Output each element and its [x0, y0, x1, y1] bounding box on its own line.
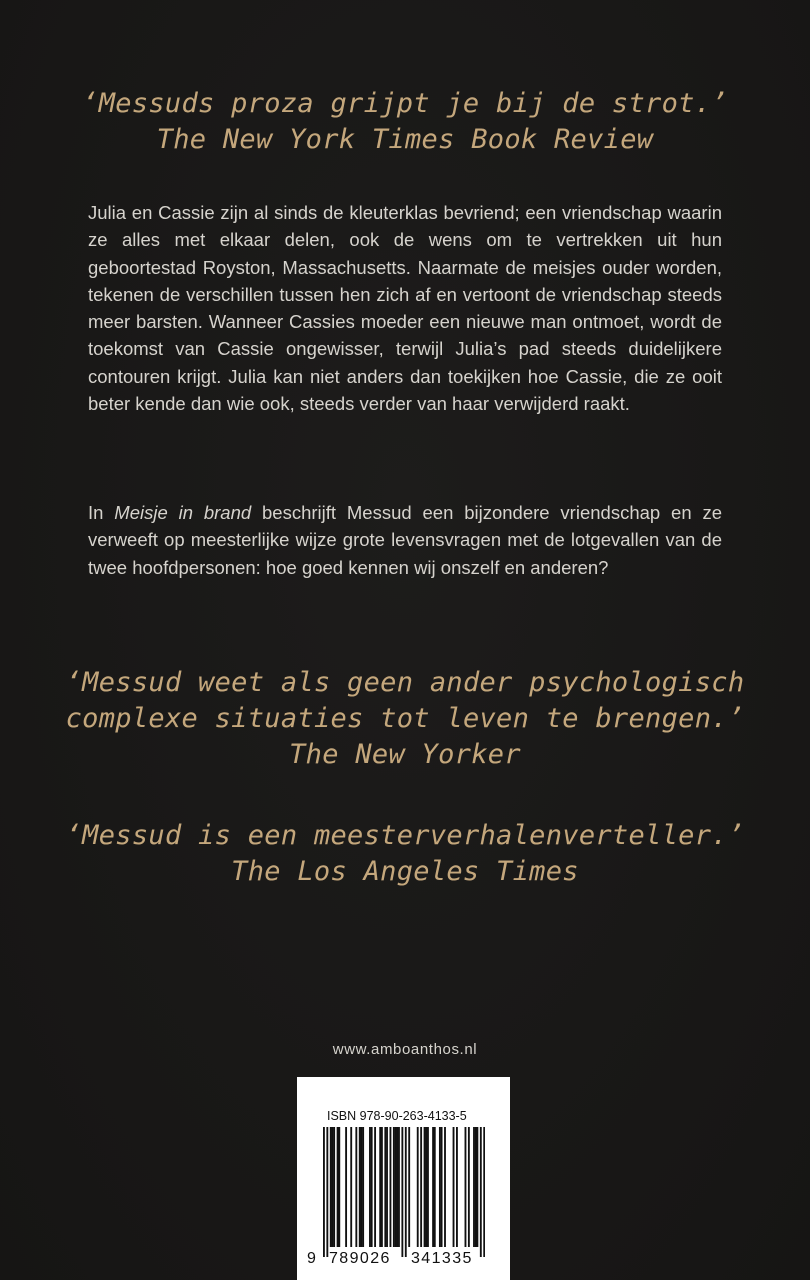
barcode-bar — [439, 1127, 441, 1247]
quote-source: The New York Times Book Review — [156, 124, 654, 155]
barcode-bar — [369, 1127, 371, 1247]
barcode-bar — [475, 1127, 477, 1247]
barcode-bar — [386, 1127, 388, 1247]
barcode-bar — [483, 1127, 485, 1257]
barcode-bar — [425, 1127, 427, 1247]
isbn-barcode — [297, 1077, 510, 1280]
barcode-bar — [350, 1127, 352, 1247]
barcode-bar — [476, 1127, 478, 1247]
quote-text-line-1: ‘Messud weet als geen ander psychologisch — [65, 667, 745, 698]
barcode-bar — [473, 1127, 475, 1247]
barcode-digit-first: 9 — [307, 1250, 318, 1267]
barcode-digits — [307, 1250, 507, 1268]
barcode-bar — [384, 1127, 386, 1247]
barcode-bars — [323, 1127, 485, 1257]
paragraph-prefix: In — [88, 502, 115, 523]
barcode-bar — [362, 1127, 364, 1247]
review-quote-nyt — [40, 86, 770, 158]
barcode-bar — [408, 1127, 410, 1247]
blurb-paragraph-2 — [88, 499, 722, 581]
barcode-bar — [444, 1127, 446, 1247]
quote-source: The New Yorker — [289, 739, 521, 770]
barcode-bar — [405, 1127, 407, 1257]
review-quote-la-times — [40, 818, 770, 890]
quote-text-line-2: complexe situaties tot leven te brengen.’ — [65, 703, 745, 734]
barcode-bar — [345, 1127, 347, 1247]
barcode-bar — [480, 1127, 482, 1257]
barcode-bar — [338, 1127, 340, 1247]
barcode-bar — [326, 1127, 328, 1257]
barcode-bar — [332, 1127, 334, 1247]
barcode-bar — [453, 1127, 455, 1247]
barcode-bar — [420, 1127, 422, 1247]
barcode-bar — [333, 1127, 335, 1247]
barcode-bar — [396, 1127, 398, 1247]
barcode-bar — [465, 1127, 467, 1247]
barcode-bar — [379, 1127, 381, 1247]
barcode-bar — [374, 1127, 376, 1247]
barcode-bar — [432, 1127, 434, 1247]
barcode-bar — [390, 1127, 392, 1247]
barcode-bar — [468, 1127, 470, 1247]
barcode-bar — [456, 1127, 458, 1247]
barcode-bar — [441, 1127, 443, 1247]
quote-text: ‘Messud is een meesterverhalenverteller.’ — [65, 820, 745, 851]
barcode-bar — [401, 1127, 403, 1257]
quote-text: ‘Messuds proza grijpt je bij de strot.’ — [82, 88, 728, 119]
barcode-bar — [359, 1127, 361, 1247]
barcode-digits-right: 341335 — [411, 1250, 473, 1267]
book-title: Meisje in brand — [114, 502, 252, 523]
barcode-bar — [424, 1127, 426, 1247]
barcode-bar — [330, 1127, 332, 1247]
barcode-bar — [323, 1127, 325, 1257]
review-quote-new-yorker — [40, 665, 770, 773]
barcode-bar — [337, 1127, 339, 1247]
publisher-website: www.amboanthos.nl — [332, 1041, 478, 1058]
barcode-bar — [361, 1127, 363, 1247]
barcode-bar — [381, 1127, 383, 1247]
barcode-bar — [371, 1127, 373, 1247]
blurb-paragraph-1: Julia en Cassie zijn al sinds de kleuterklas bevriend; een vriendschap waarin ze alles met elkaar delen, ook de wens om te vertrekken uit hun geboortestad Royston, Massachusetts. Naarmate de meisjes ouder worden, tekenen de verschillen tussen hen zich af en vertoont de vriendschap steeds meer barsten. Wanneer Cassies moeder een nieuwe man ontmoet, wordt de toekomst van Cassie ongewisser, terwijl Julia’s pad steeds duidelijkere contouren krijgt. Julia kan niet anders dan toekijken hoe Cassie, die ze ooit beter kende dan wie ook, steeds verder van haar verwijderd raakt. — [88, 202, 722, 415]
barcode-digits-left: 789026 — [329, 1250, 391, 1267]
barcode-bar — [395, 1127, 397, 1247]
barcode-bar — [355, 1127, 357, 1247]
isbn-label: ISBN 978-90-263-4133-5 — [327, 1109, 467, 1123]
quote-source: The Los Angeles Times — [231, 856, 579, 887]
barcode-bar — [417, 1127, 419, 1247]
paragraph-rest: beschrijft Messud een bijzondere vriendschap en ze verweeft op meesterlijke wijze grote levensvragen met de lotgevallen van de twee hoofdpersonen: hoe goed kennen wij onszelf en anderen? — [88, 502, 722, 578]
barcode-bar — [427, 1127, 429, 1247]
barcode-bar — [393, 1127, 395, 1247]
barcode-bar — [398, 1127, 400, 1247]
barcode-bar — [434, 1127, 436, 1247]
